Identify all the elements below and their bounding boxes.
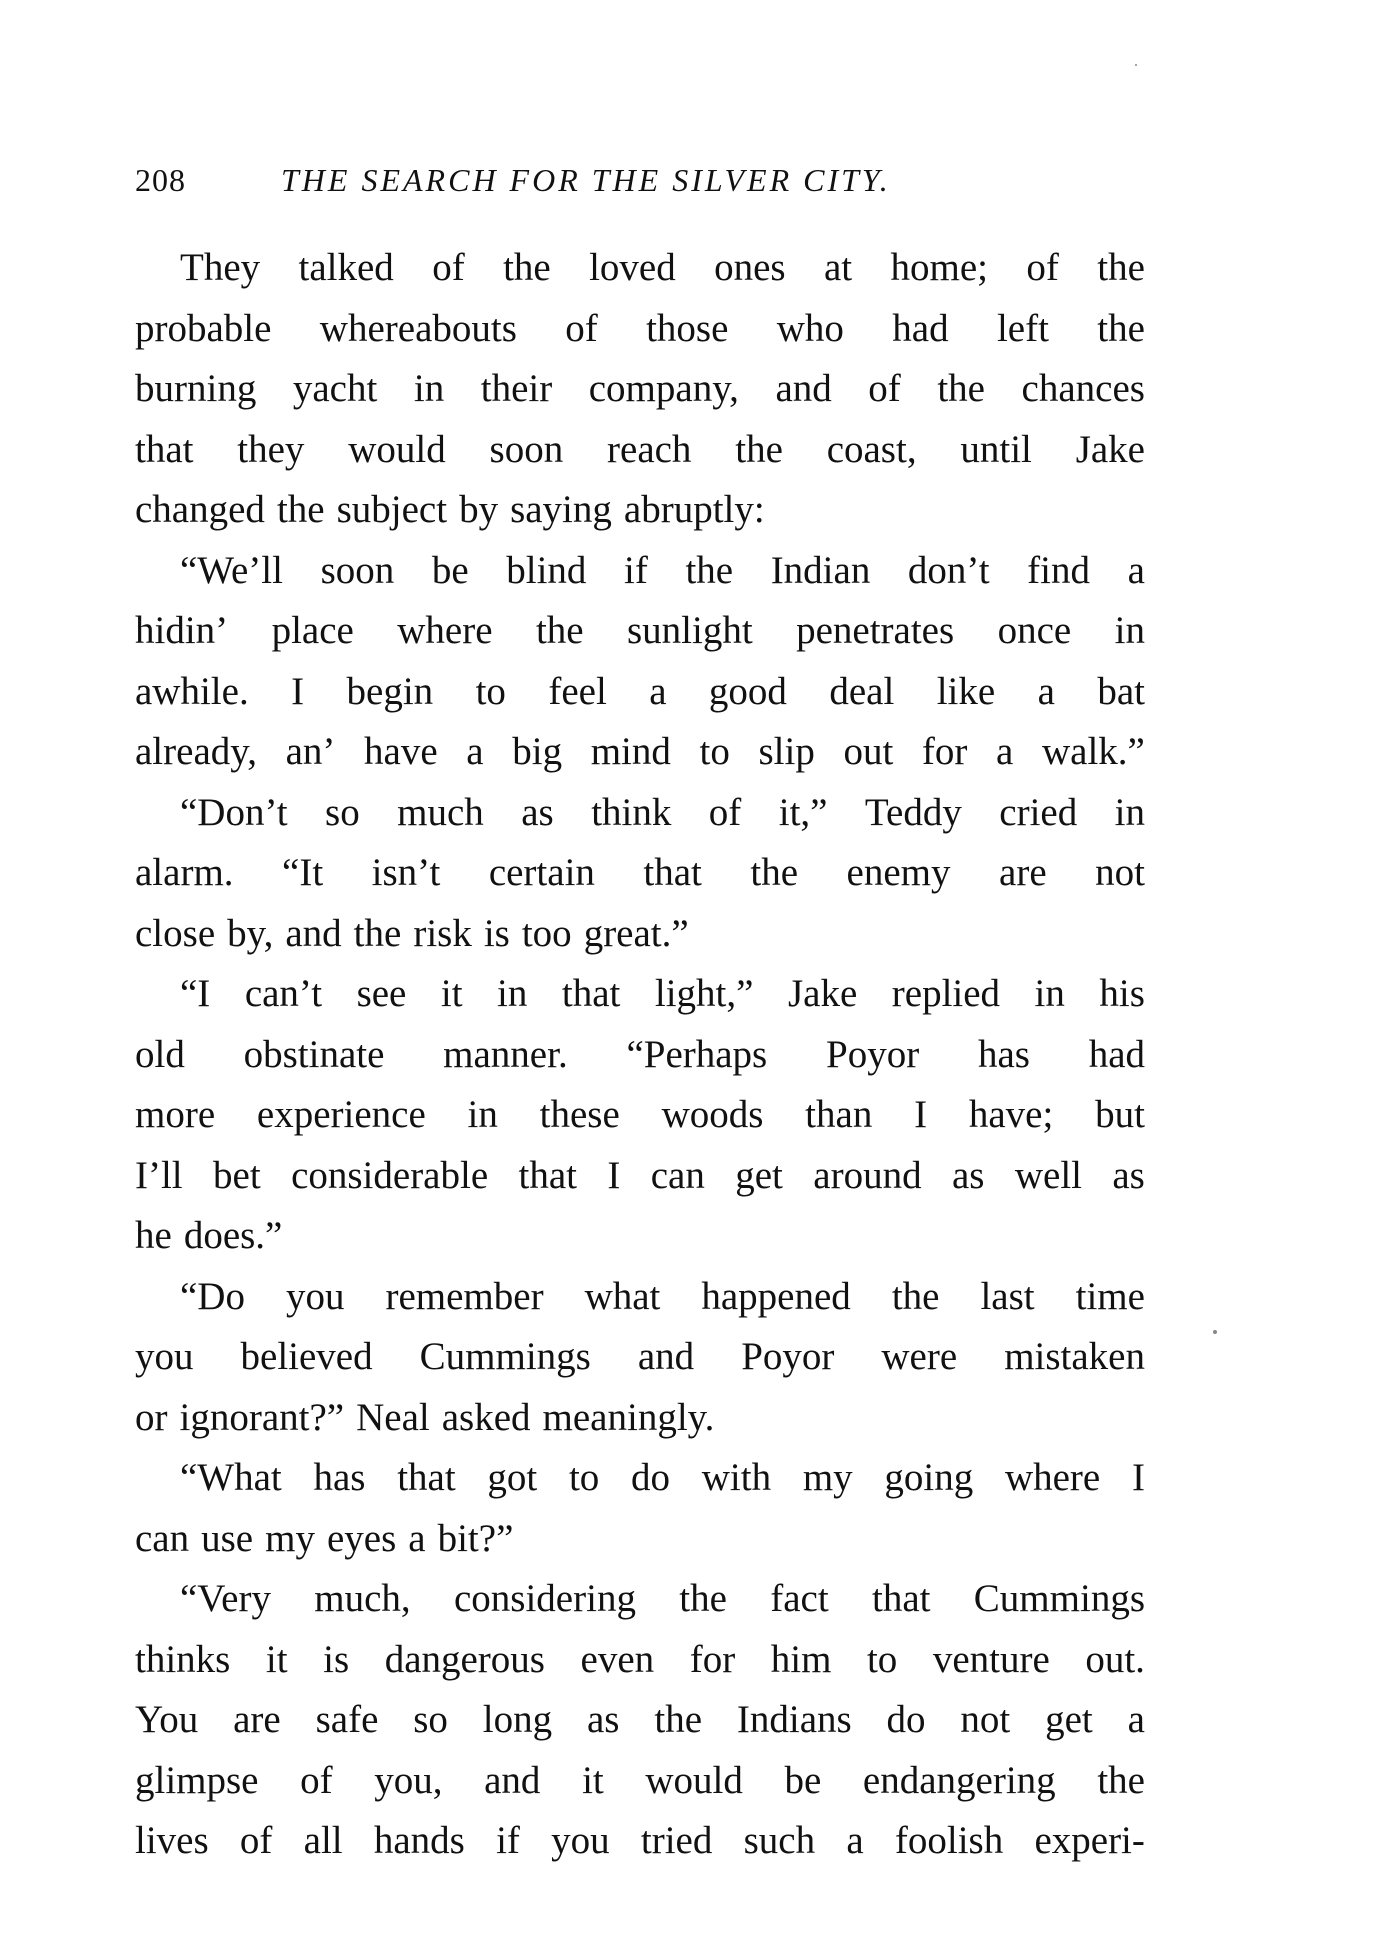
paper-speck — [1213, 1330, 1217, 1334]
text-line: more experience in these woods than I have; but — [135, 1093, 1145, 1136]
text-line: lives of all hands if you tried such a foolish experi- — [135, 1819, 1145, 1862]
text-line: probable whereabouts of those who had left the — [135, 306, 1145, 350]
text-line: They talked of the loved ones at home; of the — [180, 246, 1145, 289]
text-line: or ignorant?” Neal asked meaningly. — [135, 1395, 715, 1439]
text-line: “What has that got to do with my going where I — [180, 1456, 1145, 1499]
running-head — [135, 150, 1145, 210]
text-line: you believed Cummings and Poyor were mistaken — [135, 1335, 1145, 1378]
running-title: THE SEARCH FOR THE SILVER CITY. — [281, 162, 891, 198]
text-line: changed the subject by saying abruptly: — [135, 488, 765, 531]
text-line: “Do you remember what happened the last time — [180, 1274, 1145, 1318]
text-line: You are safe so long as the Indians do not get a — [135, 1698, 1145, 1741]
text-line: can use my eyes a bit?” — [135, 1516, 514, 1560]
text-line: awhile. I begin to feel a good deal like a bat — [135, 669, 1145, 713]
text-line: “Don’t so much as think of it,” Teddy cried in — [180, 790, 1145, 834]
text-line: thinks it is dangerous even for him to venture out. — [135, 1637, 1145, 1681]
text-line: old obstinate manner. “Perhaps Poyor has had — [135, 1032, 1145, 1076]
text-line: alarm. “It isn’t certain that the enemy are not — [135, 851, 1145, 894]
text-line: “We’ll soon be blind if the Indian don’t find a — [180, 548, 1145, 592]
text-line: “Very much, considering the fact that Cummings — [180, 1577, 1145, 1620]
page-number: 208 — [135, 162, 186, 198]
text-line: he does.” — [135, 1214, 283, 1257]
text-line: already, an’ have a big mind to slip out for a walk.” — [135, 730, 1145, 773]
text-line: glimpse of you, and it would be endangering the — [135, 1758, 1145, 1802]
text-line: close by, and the risk is too great.” — [135, 911, 689, 955]
text-line: burning yacht in their company, and of the chances — [135, 367, 1145, 410]
text-line: hidin’ place where the sunlight penetrates once in — [135, 609, 1145, 652]
paper-speck — [1135, 64, 1137, 66]
text-line: that they would soon reach the coast, until Jake — [135, 427, 1145, 471]
body-text — [135, 238, 1145, 1872]
text-line: “I can’t see it in that light,” Jake replied in his — [180, 972, 1145, 1015]
text-line: I’ll bet considerable that I can get around as well as — [135, 1153, 1145, 1197]
